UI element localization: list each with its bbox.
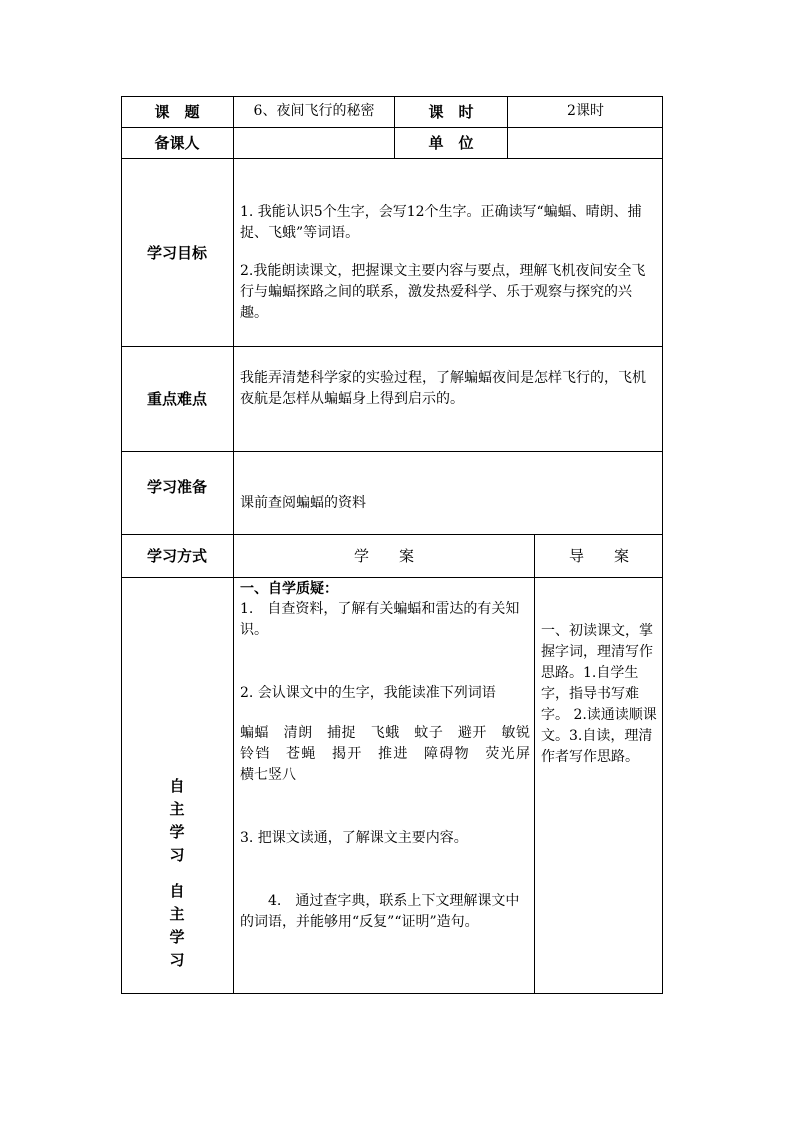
- row-key-points: [121, 346, 663, 451]
- row-goals: [121, 158, 663, 346]
- self-item-1: 1. 自查资料，了解有关蝙蝠和雷达的有关知识。: [240, 601, 520, 638]
- daoan-cell: [535, 577, 663, 994]
- self-item-4: 4. 通过查字典，联系上下文理解课文中的词语，并能够用“反复”“证明”造句。: [240, 893, 520, 930]
- label-hours: 课 时: [428, 103, 474, 121]
- label-goals: 学习目标: [146, 243, 207, 262]
- row-prep: [121, 451, 663, 534]
- label-self-cell: [121, 577, 234, 994]
- self-item-2: 2. 会认课文中的生字，我能读准下列词语: [240, 685, 496, 701]
- label-key-cell: [121, 346, 234, 451]
- preparer-cell: [234, 127, 395, 158]
- row-method: [121, 534, 663, 577]
- prep-text: 课前查阅蝙蝠的资料: [240, 495, 366, 511]
- row-preparer: [121, 127, 663, 158]
- hours-value: 2课时: [567, 103, 604, 119]
- label-prep-cell: [121, 451, 234, 534]
- daoan-header-cell: [535, 534, 663, 577]
- label-preparer: 备课人: [154, 134, 200, 152]
- daoan-header: 导 案: [568, 547, 629, 565]
- label-unit: 单 位: [428, 134, 474, 152]
- prep-cell: [234, 451, 663, 534]
- xuean-header: 学 案: [353, 547, 414, 565]
- label-self-b: 自 主 学 习: [169, 882, 185, 969]
- label-hours-cell: [395, 96, 508, 127]
- xuean-header-cell: [234, 534, 535, 577]
- xuean-cell: [234, 577, 544, 994]
- label-prep: 学习准备: [146, 477, 207, 496]
- topic-value: 6、夜间飞行的秘密: [253, 103, 375, 119]
- topic-cell: [234, 96, 395, 127]
- self-item-3: 3. 把课文读通，了解课文主要内容。: [240, 830, 468, 846]
- row-topic: [121, 96, 663, 127]
- self-heading: 一、自学质疑：: [240, 581, 338, 597]
- unit-cell: [508, 127, 663, 158]
- goal-item-2: 2.我能朗读课文，把握课文主要内容与要点，理解飞机夜间安全飞行与蝙蝠探路之间的联系，激发热爱科学、乐于观察与探究的兴趣。: [240, 263, 646, 321]
- hours-cell: [508, 96, 663, 127]
- label-self-a: 自 主 学 习: [169, 777, 185, 864]
- label-method: 学习方式: [146, 547, 207, 565]
- guide-text: 一、初读课文，掌握字词，理清写作思路。1.自学生字，指导书写难字。 2.读通读顺课文。3.自读，理清作者写作思路。: [541, 623, 657, 765]
- key-text: 我能弄清楚科学家的实验过程，了解蝙蝠夜间是怎样飞行的，飞机夜航是怎样从蝙蝠身上得到启示的。: [240, 370, 646, 407]
- row-self-study: [121, 577, 663, 994]
- label-preparer-cell: [121, 127, 234, 158]
- key-cell: [234, 346, 663, 451]
- label-goals-cell: [121, 158, 234, 346]
- label-topic: 课 题: [154, 103, 200, 121]
- label-method-cell: [121, 534, 234, 577]
- goals-cell: [234, 158, 663, 346]
- label-key: 重点难点: [146, 390, 207, 408]
- goal-item-1: 1. 我能认识5个生字，会写12个生字。正确读写“蝙蝠、晴朗、捕捉、飞蛾”等词语。: [240, 204, 642, 241]
- label-unit-cell: [395, 127, 508, 158]
- label-topic-cell: [121, 96, 234, 127]
- vocab-words: 蝙蝠 清朗 捕捉 飞蛾 蚊子 避开 敏锐 铃铛 苍蝇 揭开 推进 障碍物 荧光屏 横七竖八: [240, 725, 544, 783]
